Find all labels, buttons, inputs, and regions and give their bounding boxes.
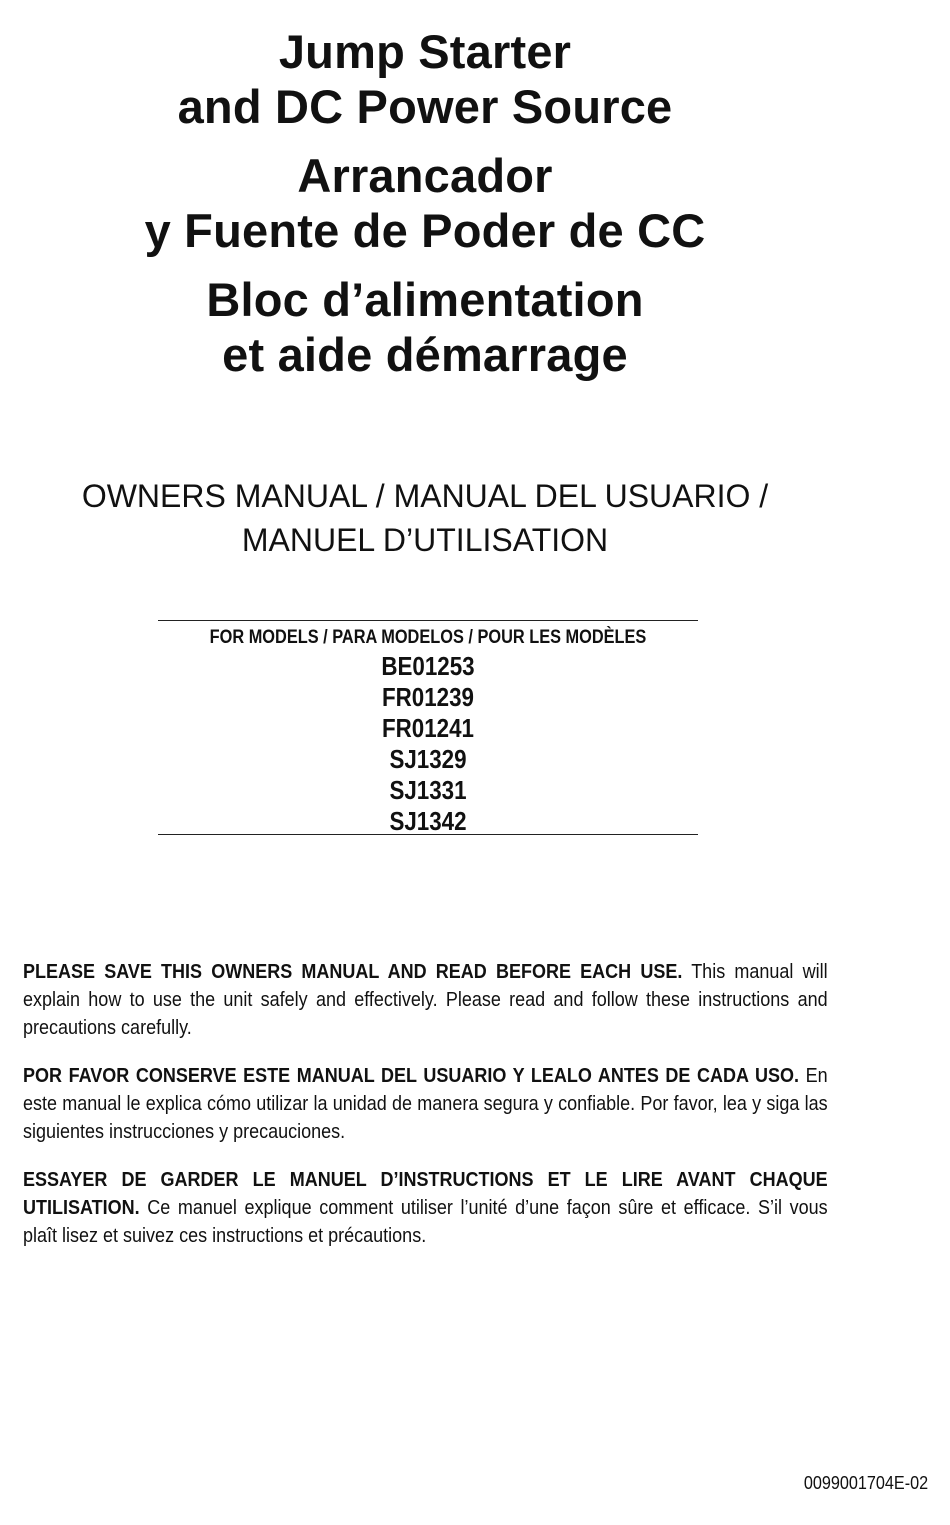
model-number: FR01241 xyxy=(382,713,474,743)
title-line: et aide démarrage xyxy=(222,328,628,381)
title-english xyxy=(0,24,850,134)
notice-english xyxy=(23,958,828,1042)
title-line: Bloc d’alimentation xyxy=(206,273,644,326)
document-number: 0099001704E-02 xyxy=(803,1473,928,1493)
title-line: and DC Power Source xyxy=(177,80,673,133)
notice-lead: PLEASE SAVE THIS OWNERS MANUAL AND READ BEFORE EACH USE. xyxy=(23,961,683,983)
manual-heading-line: MANUEL D’UTILISATION xyxy=(241,522,609,558)
notice-lead: POR FAVOR CONSERVE ESTE MANUAL DEL USUARIO Y LEALO ANTES DE CADA USO. xyxy=(23,1065,799,1087)
title-line: Arrancador xyxy=(297,149,553,202)
title-line: y Fuente de Poder de CC xyxy=(144,204,706,257)
notice-lead: ESSAYER DE GARDER LE MANUEL D’INSTRUCTIONS ET LE LIRE AVANT CHAQUE UTILISATION. xyxy=(23,1169,828,1219)
notice-text: This manual will explain how to use the unit safely and effectively. Please read and follow these instructions and precautions carefully. xyxy=(23,961,828,1039)
model-list xyxy=(158,651,698,837)
models-label: FOR MODELS / PARA MODELOS / POUR LES MODÈLES xyxy=(209,627,647,648)
model-number: SJ1329 xyxy=(389,744,467,774)
manual-heading-line: OWNERS MANUAL / MANUAL DEL USUARIO / xyxy=(81,478,769,514)
title-line: Jump Starter xyxy=(278,25,572,78)
model-number: BE01253 xyxy=(381,651,475,681)
models-box xyxy=(158,620,698,835)
model-number: SJ1331 xyxy=(389,775,467,805)
product-titles xyxy=(0,24,850,396)
notice-section xyxy=(23,958,828,1270)
model-number: SJ1342 xyxy=(389,806,467,836)
notice-text: En este manual le explica cómo utilizar la unidad de manera segura y confiable. Por favor, lea y siga las siguientes instrucciones y precauciones. xyxy=(23,1065,828,1143)
notice-french xyxy=(23,1166,828,1250)
owners-manual-heading xyxy=(0,474,850,562)
notice-text: Ce manuel explique comment utiliser l’unité d’une façon sûre et efficace. S’il vous plaît lisez et suivez ces instructions et précautions. xyxy=(23,1197,828,1247)
notice-spanish xyxy=(23,1062,828,1146)
model-number: FR01239 xyxy=(382,682,474,712)
title-spanish xyxy=(0,148,850,258)
title-french xyxy=(0,272,850,382)
